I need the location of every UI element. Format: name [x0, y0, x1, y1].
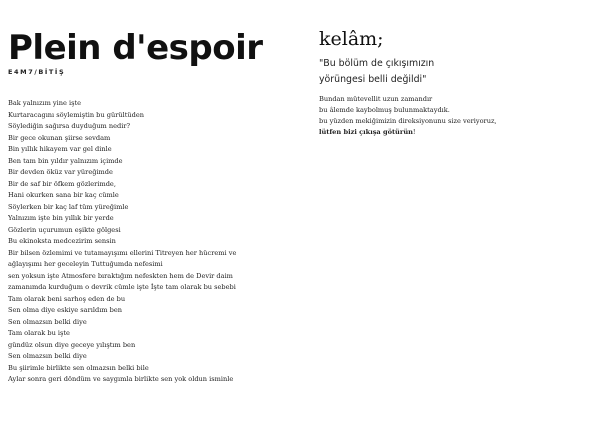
intro-line: bu yüzden mekiğimizin direksiyonunu size veriyoruz, [319, 117, 497, 125]
poem-line: gündüz olsun diye geceye yılıştım ben [8, 340, 136, 349]
poem-line: Bak yalnızım yine işte [8, 99, 82, 107]
poem-line: Bu ekinoksta medcezirim sensin [8, 237, 116, 245]
quote-block [319, 56, 594, 88]
poem-line: Bir gece okunan şiirse sevdam [8, 133, 111, 142]
intro-line: Bundan mütevellit uzun zamandır [319, 95, 433, 103]
episode-subtitle: E4M7/BİTİŞ [8, 68, 66, 76]
poem-line: zamanımda kurduğum o devrik cümle işte İşte tam olarak bu sebebi [8, 283, 236, 291]
poem-line: Sen olmazsın belki diye [8, 352, 87, 360]
right-column [319, 28, 594, 138]
poem-line: Gözlerin uçurumun eşikte gölgesi [8, 225, 121, 234]
poem-line: Tam olarak bu işte [8, 329, 70, 337]
intro-end-punct: ! [412, 128, 416, 136]
poem-line: Hani okurken sana bir kaç cümle [8, 191, 119, 199]
poem-line: Bir devden öküz var yüreğimde [8, 168, 113, 176]
poem-line: Tam olarak beni sarhoş eden de bu [8, 294, 126, 303]
intro-text [319, 94, 594, 138]
quote-line: "Bu bölüm de çıkışımızın [319, 58, 435, 69]
poem-line: Söylerken bir kaç laf tüm yüreğimle [8, 202, 129, 211]
quote-line: yörüngesi belli değildi" [319, 74, 427, 85]
poem-line: Söylediğin sağırsa duyduğum nedir? [8, 122, 131, 130]
poem-line: Sen olma diye eskiye sarıldım ben [8, 306, 123, 314]
poem-line: Bir bilsen özlemimi ve tutamayışımı ellerini Titreyen her hücremi ve [8, 248, 237, 257]
poem-line: sen yoksun işte Atmosfere bıraktığım nefeskten hem de Devir daim [8, 271, 233, 280]
intro-line-final [319, 127, 594, 138]
poem-line: Bir de saf bir öfkem gözlerimde, [8, 179, 116, 188]
section-heading: kelâm; [319, 28, 384, 50]
poem-line: Sen olmazsın belki diye [8, 317, 87, 326]
left-column [8, 30, 270, 386]
poem-body [8, 98, 270, 386]
poem-line: Yalnızım işte bin yıllık bir yerde [8, 214, 114, 222]
poem-line: Bin yıllık hikayem var gel dinle [8, 145, 112, 153]
intro-line: bu âlemde kaybolmuş bulunmaktaydık. [319, 106, 450, 114]
poem-line: Aylar sonra geri döndüm ve saygımla birlikte sen yok oldun isminle [8, 375, 234, 383]
poem-line: Ben tam bin yıldır yalnızım içimde [8, 156, 123, 165]
intro-bold-text: lütfen bizi çıkışa götürün [319, 128, 413, 136]
poem-line: Kurtaracagını söylemiştin bu gürültüden [8, 110, 144, 119]
page-title: Plein d'espoir [8, 28, 263, 68]
poem-line: ağlayışımı her geceleyin Tuttuğumda nefesimi [8, 260, 163, 268]
poem-line: Bu şiirimle birlikte sen olmazsın belki bile [8, 363, 149, 372]
